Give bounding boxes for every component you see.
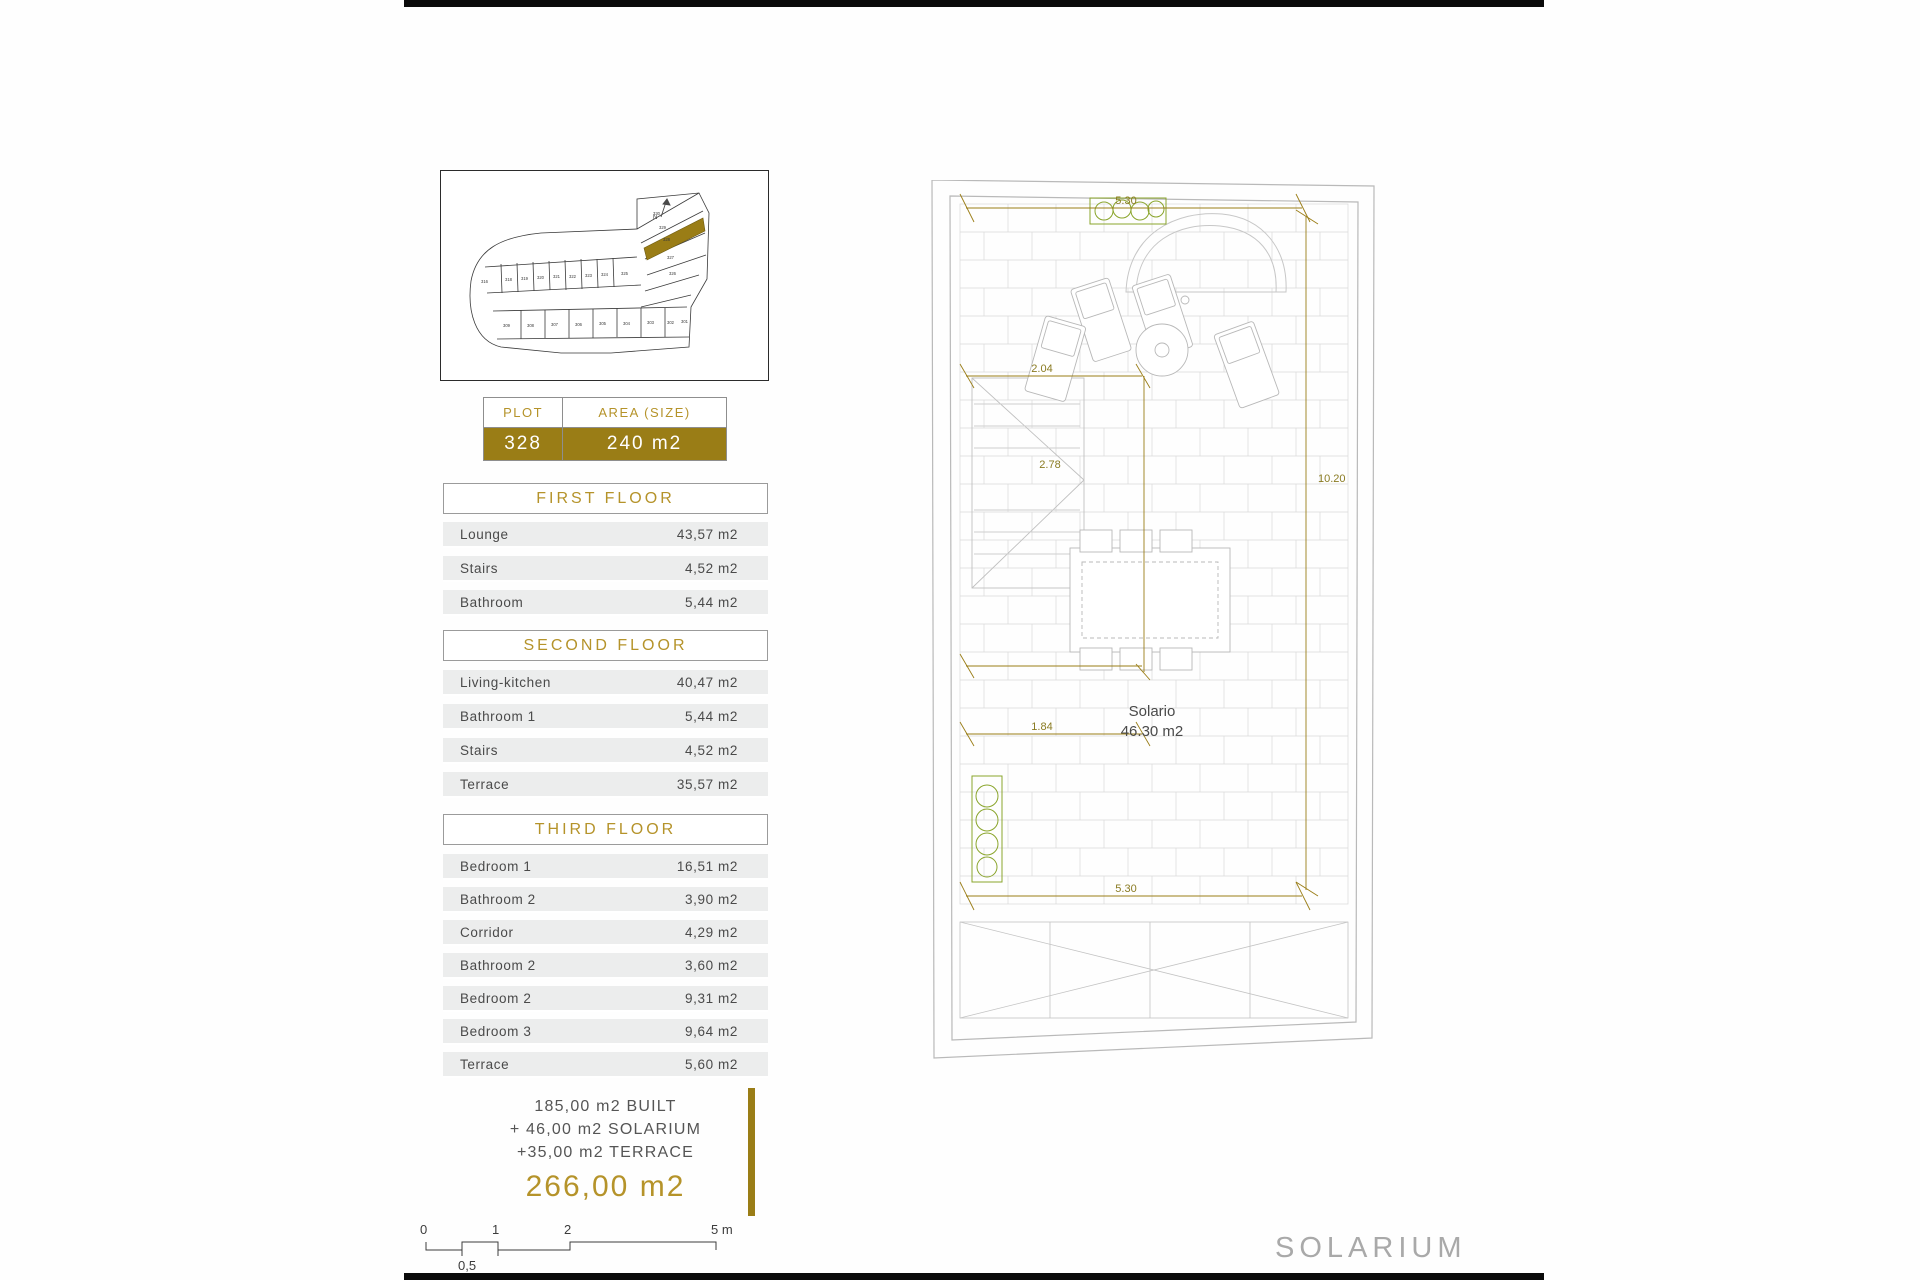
- dim-top-width: 5.30: [1115, 195, 1137, 207]
- total-sum: 266,00 m2: [525, 1170, 686, 1203]
- solarium-floor-plan: [930, 180, 1400, 1080]
- area-row-value: 5,44 m2: [685, 708, 738, 724]
- total-terrace-line: +35,00 m2 TERRACE: [516, 1144, 695, 1161]
- scale-half-label: 0,5: [458, 1258, 477, 1273]
- svg-text:306: 306: [575, 322, 582, 327]
- svg-text:320: 320: [537, 275, 544, 280]
- scale-end-label: 5 m: [711, 1222, 733, 1237]
- area-row-value: 3,60 m2: [685, 957, 738, 973]
- area-row-value: 43,57 m2: [676, 526, 738, 542]
- area-row-name: Terrace: [460, 1056, 510, 1072]
- dim-left-c: 1.84: [1031, 721, 1053, 733]
- section-header-first-floor: FIRST FLOOR: [443, 483, 768, 514]
- area-row-name: Living-kitchen: [460, 674, 551, 690]
- scale-tick-0: 0: [420, 1222, 428, 1237]
- dim-bottom-width: 5.30: [1115, 883, 1137, 895]
- area-row: [443, 887, 768, 913]
- svg-text:304: 304: [623, 321, 630, 326]
- svg-text:316: 316: [481, 279, 488, 284]
- area-row: [443, 1052, 768, 1078]
- svg-text:305: 305: [599, 321, 606, 326]
- dim-right-height: 10.20: [1318, 473, 1346, 485]
- area-row-value: 40,47 m2: [676, 674, 738, 690]
- area-row-value: 16,51 m2: [676, 858, 738, 874]
- svg-text:303: 303: [647, 320, 654, 325]
- area-row: [443, 953, 768, 979]
- area-row: [443, 590, 768, 616]
- area-row-name: Bathroom 1: [460, 708, 536, 724]
- top-black-bar: [404, 0, 1544, 7]
- svg-text:328: 328: [663, 237, 670, 242]
- svg-text:302: 302: [667, 320, 674, 325]
- plot-area-cell: 240 m2: [563, 428, 727, 461]
- svg-text:308: 308: [527, 323, 534, 328]
- area-row: [443, 772, 768, 798]
- area-row-name: Bathroom: [460, 594, 524, 610]
- area-row-value: 4,52 m2: [685, 560, 738, 576]
- area-row-name: Terrace: [460, 776, 510, 792]
- plot-table: [483, 397, 727, 461]
- scale-bar: [420, 1222, 800, 1272]
- area-row-value: 9,64 m2: [685, 1023, 738, 1039]
- area-row-name: Stairs: [460, 560, 499, 576]
- total-built-line: 185,00 m2 BUILT: [534, 1098, 677, 1115]
- section-header-second-floor: SECOND FLOOR: [443, 630, 768, 661]
- bottom-black-bar: [404, 1273, 1544, 1280]
- area-row-name: Bathroom 2: [460, 891, 536, 907]
- area-row-name: Lounge: [460, 526, 509, 542]
- scale-tick-2: 2: [564, 1222, 572, 1237]
- area-row-name: Corridor: [460, 924, 514, 940]
- svg-text:325: 325: [621, 271, 628, 276]
- area-row: [443, 738, 768, 764]
- totals-block: [443, 1095, 768, 1204]
- area-row: [443, 1019, 768, 1045]
- svg-text:326: 326: [669, 271, 676, 276]
- area-header-cell: AREA (SIZE): [563, 398, 727, 428]
- plot-table-value-row: [484, 428, 727, 461]
- svg-text:319: 319: [521, 276, 528, 281]
- scale-tick-1: 1: [492, 1222, 500, 1237]
- area-row: [443, 920, 768, 946]
- svg-text:323: 323: [585, 273, 592, 278]
- area-row-value: 4,29 m2: [685, 924, 738, 940]
- area-row-value: 5,44 m2: [685, 594, 738, 610]
- sheet-title: SOLARIUM: [1275, 1232, 1467, 1264]
- area-row-name: Bedroom 1: [460, 858, 532, 874]
- plan-room-name: Solario: [1128, 703, 1176, 720]
- area-row: [443, 556, 768, 582]
- plot-number-cell: 328: [484, 428, 563, 461]
- svg-text:N: N: [653, 215, 658, 221]
- area-row-name: Stairs: [460, 742, 499, 758]
- svg-text:330: 330: [653, 211, 660, 216]
- area-row: [443, 854, 768, 880]
- plot-header-cell: PLOT: [484, 398, 563, 428]
- svg-text:301: 301: [681, 319, 688, 324]
- dim-left-b: 2.78: [1039, 459, 1061, 471]
- area-row-value: 5,60 m2: [685, 1056, 738, 1072]
- area-row-value: 35,57 m2: [676, 776, 738, 792]
- dim-left-a: 2.04: [1031, 363, 1053, 375]
- svg-text:329: 329: [659, 225, 666, 230]
- site-plan: [440, 170, 769, 381]
- area-row-name: Bathroom 2: [460, 957, 536, 973]
- svg-text:322: 322: [569, 274, 576, 279]
- svg-text:324: 324: [601, 272, 608, 277]
- area-row-name: Bedroom 2: [460, 990, 532, 1006]
- svg-text:318: 318: [505, 277, 512, 282]
- area-row: [443, 522, 768, 548]
- area-row-name: Bedroom 3: [460, 1023, 532, 1039]
- svg-text:307: 307: [551, 322, 558, 327]
- svg-text:321: 321: [553, 274, 560, 279]
- area-row: [443, 704, 768, 730]
- svg-text:327: 327: [667, 255, 674, 260]
- area-row-value: 3,90 m2: [685, 891, 738, 907]
- plan-room-area: 46.30 m2: [1120, 723, 1184, 740]
- total-solarium-line: + 46,00 m2 SOLARIUM: [509, 1121, 702, 1138]
- svg-text:309: 309: [503, 323, 510, 328]
- area-row-value: 9,31 m2: [685, 990, 738, 1006]
- section-header-third-floor: THIRD FLOOR: [443, 814, 768, 845]
- plot-table-header-row: [484, 398, 727, 428]
- area-row-value: 4,52 m2: [685, 742, 738, 758]
- area-row: [443, 670, 768, 696]
- area-row: [443, 986, 768, 1012]
